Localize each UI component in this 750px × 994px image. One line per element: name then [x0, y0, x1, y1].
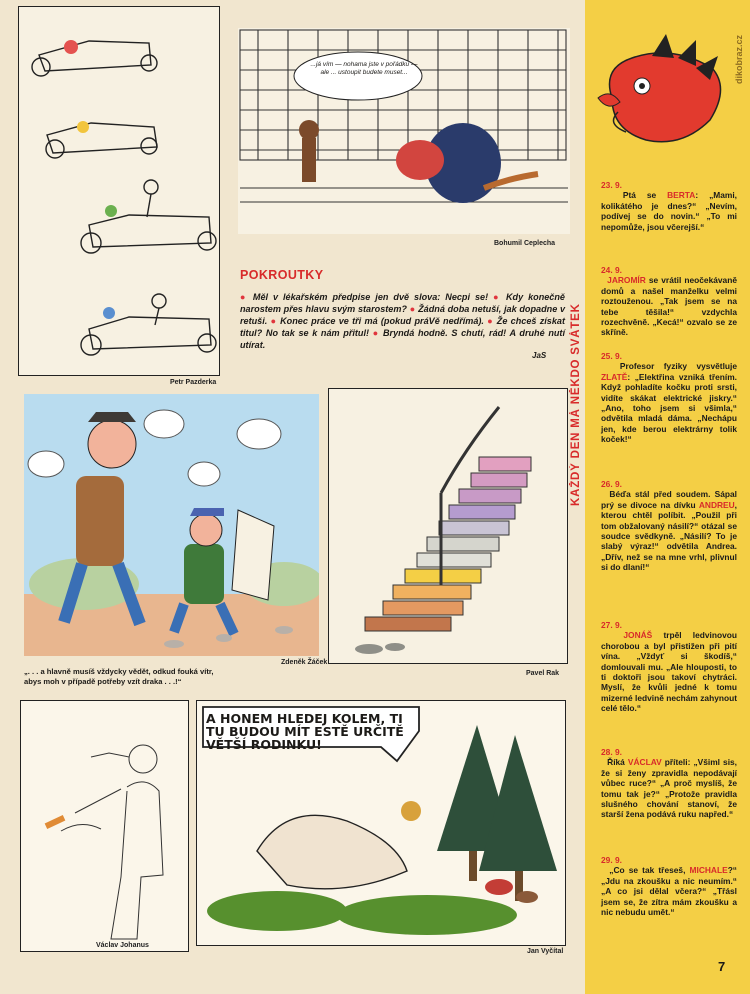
entry-date: 27. 9. [601, 620, 622, 630]
entry-name: ZLATĚ [601, 371, 628, 382]
poem-signature: JaS [532, 351, 547, 360]
ceplecha-credit: Bohumil Ceplecha [494, 240, 556, 247]
bullet-icon: ● [487, 316, 494, 327]
name-day-entry [601, 620, 737, 714]
page-number: 7 [718, 959, 726, 974]
bullet-icon: ● [240, 292, 248, 302]
entry-date: 24. 9. [601, 265, 622, 275]
rak-cartoon-panel [328, 388, 568, 664]
johanus-credit: Václav Johanus [96, 942, 149, 949]
entry-name: VÁCLAV [627, 757, 662, 768]
poem-item: Konec práce ve tři má (pokud práVě nedřímá). [280, 316, 484, 327]
entry-name: JONÁŠ [623, 630, 653, 641]
vycital-credit: Jan Vyčítal [527, 948, 564, 955]
entry-text: se vrátil neočekávaně domů a našel manželku velmi roztouženou. „Tak jsem se na tebe těšila!“ vzdychla rozechvěně. „Kecá!“ ozvalo se ze skříně. [601, 275, 737, 338]
sidebar-vertical-title: KAŽDÝ DEN MÁ NĚKDO SVÁTEK [570, 303, 582, 507]
poem-item: Bryndá hodně. S chutí, rád! A druhé nutí utírat. [240, 328, 565, 351]
bullet-icon: ● [493, 292, 501, 302]
vycital-speech-bubble: A HONEM HLEDEJ KOLEM, TI TU BUDOU MÍT ESTĚ URČITĚ VĚTŠÍ RODINKU! [206, 711, 404, 752]
name-day-entry [601, 180, 737, 232]
rak-credit: Pavel Rak [526, 670, 560, 677]
entry-date: 29. 9. [601, 855, 622, 865]
entry-pre: Ptá se [622, 190, 668, 201]
entry-text: : „Elektřina vzniká třením. Když pohladíte kočku proti srsti, vidíte skákat elektrické jiskry.“ „Ano, toho jsem si všimla,“ odvětila mladá dáma. „Nechápu jen, kde berou elektrárny tolik koček!“ [601, 371, 737, 445]
poem-item: Že chceš získat titul? No tak se k nám přitul! [240, 316, 566, 339]
ceplecha-cartoon [238, 28, 570, 234]
entry-pre: Říká [607, 757, 628, 768]
johanus-cartoon-drawing [21, 701, 188, 951]
bullet-icon: ● [409, 304, 416, 315]
pazderka-cartoon-panel [18, 6, 220, 376]
pazderka-cartoon-drawing [19, 7, 219, 375]
entry-text: trpěl ledvinovou chorobou a byl přistižen při pití vína. „Vždyť si škodíš,“ domlouvali mu. „Ale hlouposti, to ti doktoři jsou takoví chytráci. Myslí, že kvůli jedné k tomu mizerné ledvině nechám zahynout celé tělo.“ [601, 630, 737, 714]
entry-name: MICHALE [689, 865, 728, 876]
name-day-entry [601, 351, 737, 445]
zacek-cartoon [24, 394, 319, 656]
bullet-icon: ● [372, 328, 380, 339]
entry-date: 25. 9. [601, 351, 622, 361]
zacek-cartoon-drawing [24, 394, 319, 656]
zacek-credit: Zdeněk Žáček [281, 659, 328, 666]
entry-name: ANDREU [698, 499, 735, 510]
poem-item: Měl v lékařském předpise jen dvě slova: Necpi se! [252, 292, 489, 302]
poem-item: Kdy konečně narostem přes hlavu svým starostem? [240, 292, 565, 315]
entry-date: 23. 9. [601, 180, 622, 190]
poem-title: POKROUTKY [240, 268, 324, 282]
entry-text: : „Mami, kolikátého je dnes?“ „Nevím, podívej se do novin.“ „To mi nepomůže, jsou včerejší.“ [601, 190, 737, 232]
zacek-caption: „. . . a hlavně musíš vždycky vědět, odkud fouká vítr, abys moh v případě potřeby vzít draka . . .!“ [24, 667, 214, 686]
poem-body [240, 291, 565, 351]
rak-cartoon-drawing [329, 389, 567, 663]
name-day-entry [601, 747, 737, 820]
entry-date: 26. 9. [601, 479, 622, 489]
name-day-entry [601, 479, 737, 573]
johanus-cartoon-panel [20, 700, 189, 952]
entry-pre: „Co se tak třeseš, [609, 865, 690, 876]
entry-pre: Profesor fyziky vysvětluje [619, 361, 737, 372]
entry-text: ?“ „Jdu na zkoušku a nic neumím.“ „A co jsi dělal včera?“ „Třásl jsem se, že zítra mám zkoušku a nic nebudu umět.“ [601, 865, 737, 918]
entry-name: JAROMÍR [607, 275, 646, 286]
pazderka-credit: Petr Pazderka [170, 379, 217, 386]
entry-text: příteli: „Všiml sis, že si ženy zpravidla nepodávají vůbec ruce?“ „A proč myslíš, že tomu tak je?“ „Protože pravidla slušného chování stanoví, že starší žena podává ruku napřed.“ [601, 757, 738, 820]
name-day-entry [601, 855, 737, 917]
ceplecha-speech-bubble: ...já vím — nohama jste v pořádku — ale ... ustoupit budete muset... [310, 61, 418, 76]
entry-pre: Béďa stál před soudem. Sápal prý se divoce na dívku [601, 489, 737, 510]
dragon-illustration [592, 28, 730, 162]
site-watermark: dikobraz.cz [734, 34, 744, 84]
name-day-entry [601, 265, 737, 338]
poem-item: Žádná doba netuší, jak dopadne v retuši. [240, 304, 566, 327]
entry-text: , kterou chtěl políbit. „Použil při tom obžalovaný násilí?“ otázal se soudce svědkyně. „Násilí? To je slabý výraz!“ odvětila Andrea. „Dřív, než se na mne vrhl, plivnul si do dlaní!“ [601, 499, 737, 573]
entry-date: 28. 9. [601, 747, 622, 757]
bullet-icon: ● [270, 316, 277, 327]
entry-name: BERTA [667, 190, 696, 201]
ceplecha-cartoon-drawing [238, 28, 570, 234]
